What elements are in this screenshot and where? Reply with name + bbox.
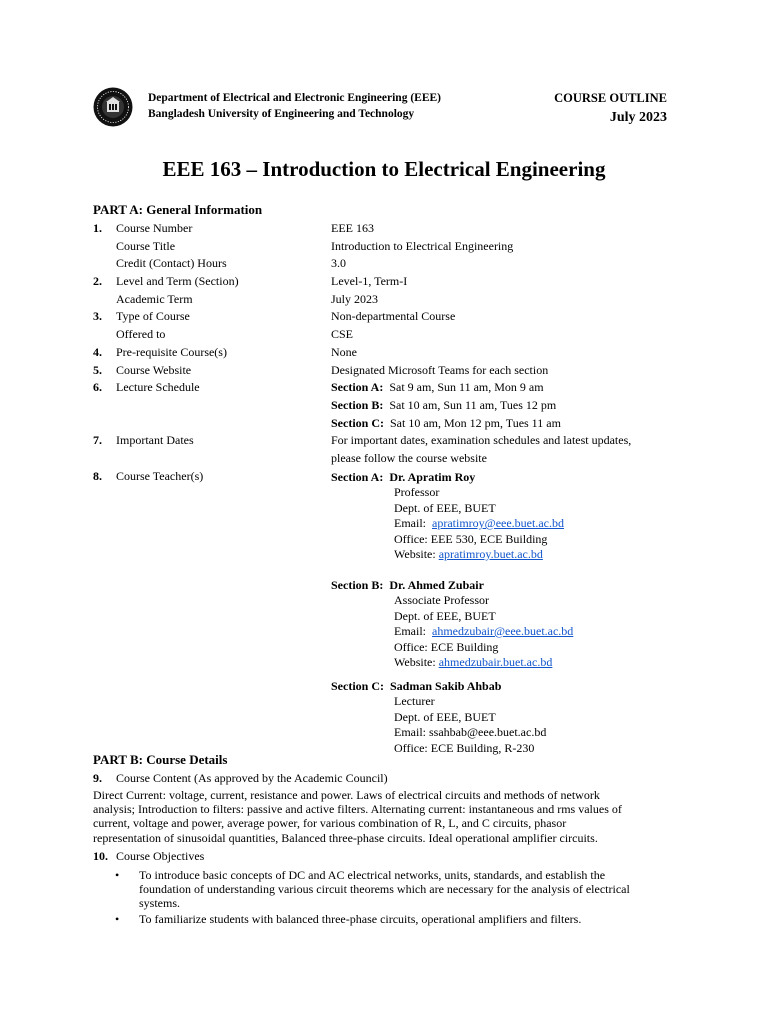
teacher-name: Sadman Sakib Ahbab bbox=[390, 679, 502, 693]
email-link[interactable]: ahmedzubair@eee.buet.ac.bd bbox=[432, 624, 574, 638]
teacher-block-b: Section B: Dr. Ahmed Zubair Associate Professor Dept. of EEE, BUET Email: ahmedzubair@eee.buet.ac.bd Office: ECE Building Website: ahmedzubair.buet.ac.bd bbox=[331, 578, 574, 669]
info-row: 3. Type of Course Non-departmental Course bbox=[93, 309, 456, 324]
objective-item: • To introduce basic concepts of DC and AC electrical networks, units, standards, and establish the foundation of understanding various circuit theorems which are necessary for the analysis of electrical systems. bbox=[115, 867, 630, 911]
schedule-row: Section B: Sat 10 am, Sun 11 am, Tues 12 pm bbox=[331, 397, 557, 412]
bullet-icon: • bbox=[115, 912, 120, 927]
info-row: Academic Term July 2023 bbox=[116, 291, 379, 306]
info-row: Credit (Contact) Hours 3.0 bbox=[116, 256, 346, 271]
objectives-row: 10. Course Objectives bbox=[93, 848, 205, 863]
dates-row: 7. Important Dates For important dates, examination schedules and latest updates, bbox=[93, 433, 632, 448]
teachers-row: 8. Course Teacher(s) bbox=[93, 468, 204, 483]
course-content: Direct Current: voltage, current, resistance and power. Laws of electrical circuits and methods of network analysis; Introduction to filters: passive and active filters. Alternating current: instantaneous and rms values of current, voltage and power, average power, for various combination of R, L, and C circuits, phasor representation of sinusoidal quantities, Balanced three-phase circuits. Ideal operational amplifier circuits. bbox=[93, 787, 622, 845]
info-row: Course Title Introduction to Electrical Engineering bbox=[116, 238, 514, 253]
website-link[interactable]: ahmedzubair.buet.ac.bd bbox=[438, 655, 553, 669]
part-a-heading: PART A: General Information bbox=[93, 202, 263, 217]
info-row: 2. Level and Term (Section) Level-1, Term-I bbox=[93, 274, 408, 289]
part-b-heading: PART B: Course Details bbox=[93, 752, 228, 767]
info-row: 1. Course Number EEE 163 bbox=[93, 221, 374, 235]
header-outline bbox=[554, 90, 667, 128]
info-row: 5. Course Website Designated Microsoft Teams for each section bbox=[93, 362, 549, 377]
teacher-block-a: Section A: Dr. Apratim Roy Professor Dept. of EEE, BUET Email: apratimroy@eee.buet.ac.bd Office: EEE 530, ECE Building Website: apratimroy.buet.ac.bd bbox=[331, 470, 564, 561]
info-row: 4. Pre-requisite Course(s) None bbox=[93, 344, 357, 359]
email-link[interactable]: apratimroy@eee.buet.ac.bd bbox=[432, 516, 564, 530]
dates-row: please follow the course website bbox=[331, 450, 487, 465]
teacher-name: Dr. Apratim Roy bbox=[389, 470, 476, 484]
teacher-name: Dr. Ahmed Zubair bbox=[389, 578, 484, 592]
university-name: Bangladesh University of Engineering and Technology bbox=[148, 108, 415, 120]
outline-term: July 2023 bbox=[609, 110, 667, 125]
bullet-icon: • bbox=[115, 867, 120, 882]
website-link[interactable]: apratimroy.buet.ac.bd bbox=[438, 547, 543, 561]
schedule-row: Section C: Sat 10 am, Mon 12 pm, Tues 11 am bbox=[331, 415, 561, 430]
schedule-row: 6. Lecture Schedule Section A: Sat 9 am, Sun 11 am, Mon 9 am bbox=[93, 380, 544, 395]
objective-item: • To familiarize students with balanced three-phase circuits, operational amplifiers and filters. bbox=[115, 912, 582, 927]
header-institution bbox=[148, 90, 441, 122]
teacher-block-c: Section C: Sadman Sakib Ahbab Lecturer Dept. of EEE, BUET Email: ssahbab@eee.buet.ac.bd Office: ECE Building, R-230 bbox=[331, 679, 547, 755]
content-row: 9. Course Content (As approved by the Academic Council) bbox=[93, 771, 388, 785]
department-name: Department of Electrical and Electronic Engineering (EEE) bbox=[148, 92, 441, 104]
info-row: Offered to CSE bbox=[116, 327, 354, 342]
general-info-list bbox=[93, 220, 693, 485]
university-logo bbox=[93, 87, 133, 127]
objectives-list bbox=[93, 868, 673, 927]
outline-label: COURSE OUTLINE bbox=[554, 91, 667, 105]
document-title: EEE 163 – Introduction to Electrical Engineering bbox=[162, 157, 606, 181]
course-details bbox=[93, 770, 673, 927]
